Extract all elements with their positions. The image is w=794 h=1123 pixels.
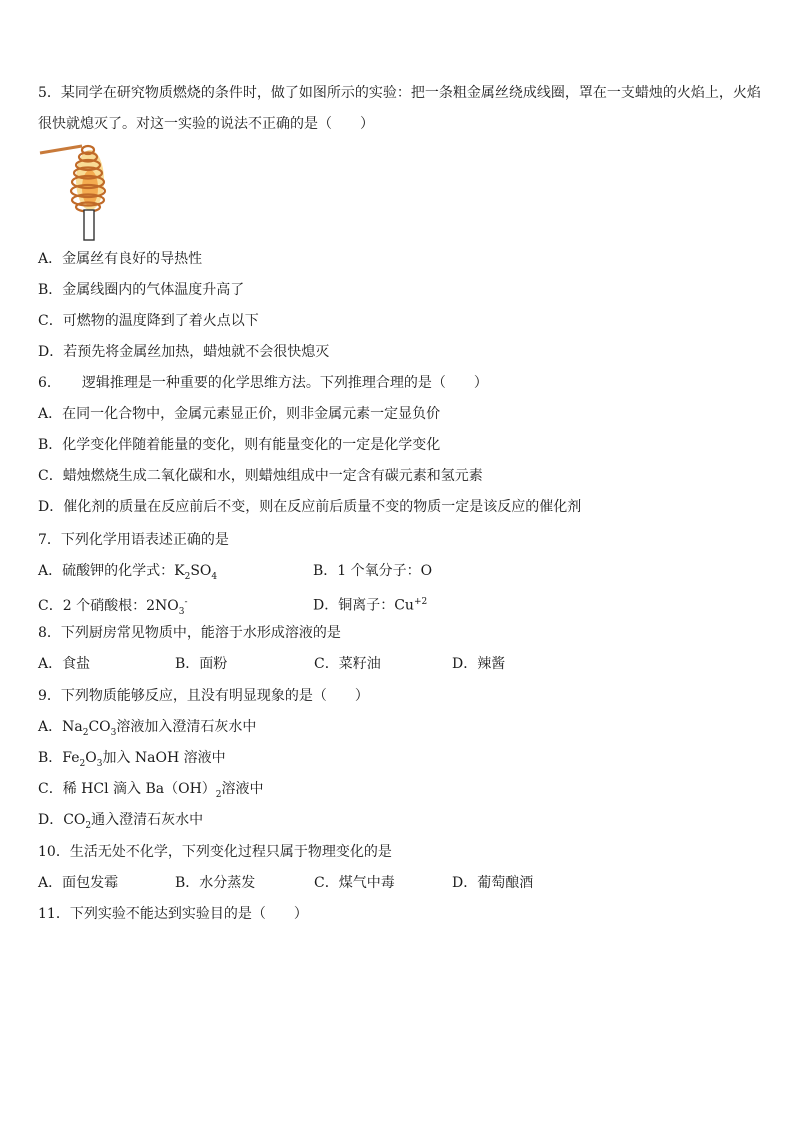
q6-option-b: B．化学变化伴随着能量的变化，则有能量变化的一定是化学变化 <box>38 437 441 453</box>
q6-option-d: D．催化剂的质量在反应前后不变，则在反应前后质量不变的物质一定是该反应的催化剂 <box>38 499 582 515</box>
q8-options <box>38 655 758 673</box>
q8-option-b: B．面粉 <box>175 656 228 672</box>
q9-option-a: A．$Na_2CO_3$溶液加入澄清石灰水中 <box>38 719 257 738</box>
q10-option-c: C．煤气中毒 <box>314 875 395 891</box>
q7-option-d: D．铜离子：$Cu^{+2}$ <box>313 597 428 614</box>
wire-handle <box>40 146 82 153</box>
q10-option-d: D．葡萄酿酒 <box>452 875 534 891</box>
q7-option-c: C．2 个硝酸根：$2NO_3^-$ <box>38 597 188 617</box>
q5-option-d: D．若预先将金属丝加热，蜡烛就不会很快熄灭 <box>38 344 330 360</box>
q9-option-d: D．$CO_2$通入澄清石灰水中 <box>38 812 204 831</box>
q8-stem: 8．下列厨房常见物质中，能溶于水形成溶液的是 <box>38 625 341 641</box>
q5-option-c: C．可燃物的温度降到了着火点以下 <box>38 313 259 329</box>
candle <box>84 210 94 240</box>
q10-option-b: B．水分蒸发 <box>175 875 256 891</box>
q8-option-c: C．菜籽油 <box>314 656 381 672</box>
q9-option-c: C．稀 HCl 滴入 $Ba(OH)_2$溶液中 <box>38 781 264 800</box>
q11-stem: 11．下列实验不能达到实验目的是（ ） <box>38 906 308 922</box>
q7-option-b: B．1 个氧分子：O <box>313 563 433 579</box>
q7-option-a: A．硫酸钾的化学式：$K_2SO_4$ <box>38 563 218 582</box>
q7-row-ab <box>38 562 433 586</box>
q5-option-a: A．金属丝有良好的导热性 <box>38 251 203 267</box>
q10-options <box>38 874 758 892</box>
q9-option-b: B．$Fe_2O_3$加入 NaOH 溶液中 <box>38 750 226 769</box>
q8-option-a: A．食盐 <box>38 656 91 672</box>
q10-stem: 10．生活无处不化学，下列变化过程只属于物理变化的是 <box>38 844 392 860</box>
q7-row-cd <box>38 593 428 620</box>
q6-option-a: A．在同一化合物中，金属元素显正价，则非金属元素一定显负价 <box>38 406 441 422</box>
q7-stem: 7．下列化学用语表述正确的是 <box>38 532 229 548</box>
q5-option-b: B．金属线圈内的气体温度升高了 <box>38 282 245 298</box>
q6-option-c: C．蜡烛燃烧生成二氧化碳和水，则蜡烛组成中一定含有碳元素和氢元素 <box>38 468 483 484</box>
q10-option-a: A．面包发霉 <box>38 875 119 891</box>
q5-stem-line1: 5．某同学在研究物质燃烧的条件时，做了如图所示的实验：把一条粗金属丝绕成线圈，罩在一支蜡烛的火焰上，火焰 <box>38 85 761 101</box>
q9-stem: 9．下列物质能够反应，且没有明显现象的是（ ） <box>38 688 369 704</box>
q5-stem-line2: 很快就熄灭了。对这一实验的说法不正确的是（ ） <box>38 116 374 132</box>
q8-option-d: D．辣酱 <box>452 656 506 672</box>
candle-coil-figure <box>38 140 108 242</box>
q6-stem: 6． 逻辑推理是一种重要的化学思维方法。下列推理合理的是（ ） <box>38 375 488 391</box>
